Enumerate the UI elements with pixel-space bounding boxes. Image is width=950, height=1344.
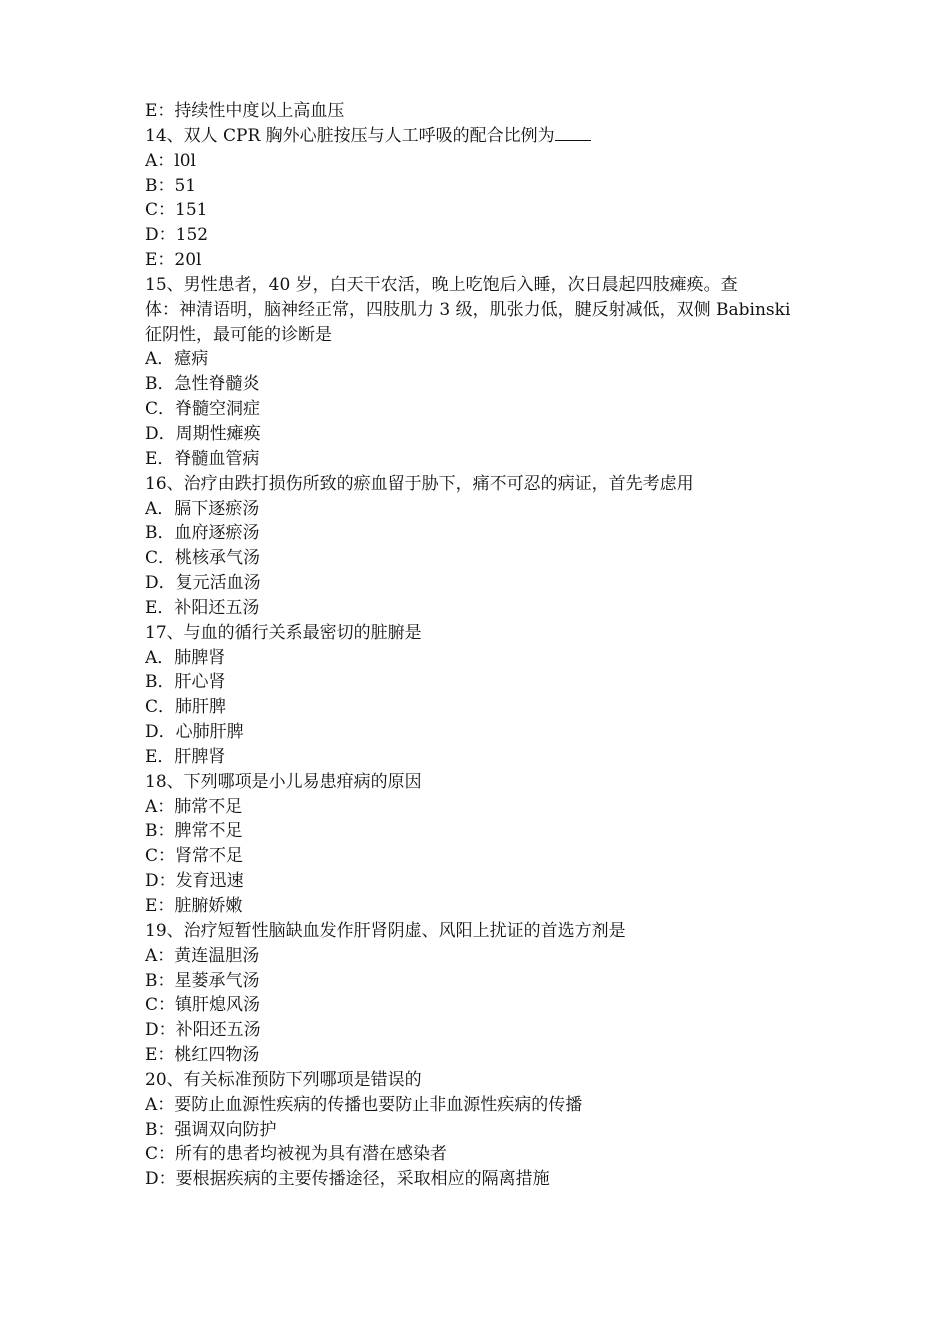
option-q18-e: E：脏腑娇嫩: [145, 896, 243, 916]
question-19-stem: 19、治疗短暂性脑缺血发作肝肾阴虚、风阳上扰证的首选方剂是: [145, 920, 626, 941]
option-q14-a: A：l0l: [145, 150, 196, 171]
question-15-stem-line3: 征阴性，最可能的诊断是: [145, 324, 332, 345]
question-list: [145, 99, 810, 1192]
option-q16-e: E．补阳还五汤: [145, 597, 260, 618]
option-q18-c: C：肾常不足: [145, 846, 244, 867]
question-14-stem: [145, 124, 810, 149]
option-q15-e: E．脊髓血管病: [145, 448, 260, 469]
option-q16-c: C．桃核承气汤: [145, 548, 261, 569]
option-q19-e: E：桃红四物汤: [145, 1045, 260, 1066]
question-18-stem: 18、下列哪项是小儿易患疳病的原因: [145, 771, 422, 792]
question-15-stem-line2: 体：神清语明，脑神经正常，四肢肌力 3 级，肌张力低，腱反射减低，双侧 Babinski: [145, 299, 791, 320]
option-q14-d: D：152: [145, 225, 209, 246]
option-q20-b: B：强调双向防护: [145, 1119, 277, 1140]
option-q20-d: D：要根据疾病的主要传播途径，采取相应的隔离措施: [145, 1169, 550, 1190]
option-q20-c: C：所有的患者均被视为具有潜在感染者: [145, 1144, 448, 1165]
question-16-stem: 16、治疗由跌打损伤所致的瘀血留于胁下，痛不可忍的病证，首先考虑用: [145, 473, 694, 494]
question-14-text: 14、双人 CPR 胸外心脏按压与人工呼吸的配合比例为: [145, 125, 555, 146]
option-q19-c: C：镇肝熄风汤: [145, 995, 261, 1016]
option-q20-a: A：要防止血源性疾病的传播也要防止非血源性疾病的传播: [145, 1094, 583, 1115]
option-q14-c: C：151: [145, 200, 208, 221]
answer-blank: [555, 125, 591, 141]
option-q17-e: E．肝脾肾: [145, 746, 226, 767]
option-q19-a: A：黄连温胆汤: [145, 945, 260, 966]
option-q13-e: E：持续性中度以上高血压: [145, 101, 345, 121]
option-q17-d: D．心肺肝脾: [145, 722, 244, 743]
option-q19-b: B：星蒌承气汤: [145, 970, 260, 991]
option-q16-b: B．血府逐瘀汤: [145, 523, 260, 544]
option-q16-d: D．复元活血汤: [145, 573, 261, 594]
question-20-stem: 20、有关标准预防下列哪项是错误的: [145, 1069, 422, 1090]
option-q18-b: B：脾常不足: [145, 821, 243, 842]
question-17-stem: 17、与血的循行关系最密切的脏腑是: [145, 622, 422, 643]
option-q18-d: D：发育迅速: [145, 871, 244, 892]
option-q15-c: C．脊髓空洞症: [145, 399, 261, 420]
option-q19-d: D：补阳还五汤: [145, 1020, 261, 1041]
option-q17-c: C．肺肝脾: [145, 697, 227, 718]
option-q17-b: B．肝心肾: [145, 672, 226, 693]
option-q16-a: A．膈下逐瘀汤: [145, 498, 260, 519]
option-q15-b: B．急性脊髓炎: [145, 374, 260, 395]
option-q18-a: A：肺常不足: [145, 796, 243, 817]
option-q15-d: D．周期性瘫痪: [145, 423, 261, 444]
option-q14-b: B：51: [145, 175, 197, 196]
option-q14-e: E：20l: [145, 250, 202, 271]
question-15-stem-line1: 15、男性患者，40 岁，白天干农活，晚上吃饱后入睡，次日晨起四肢瘫痪。查: [145, 274, 738, 295]
option-q15-a: A．癔病: [145, 349, 209, 370]
option-q17-a: A．肺脾肾: [145, 647, 226, 668]
